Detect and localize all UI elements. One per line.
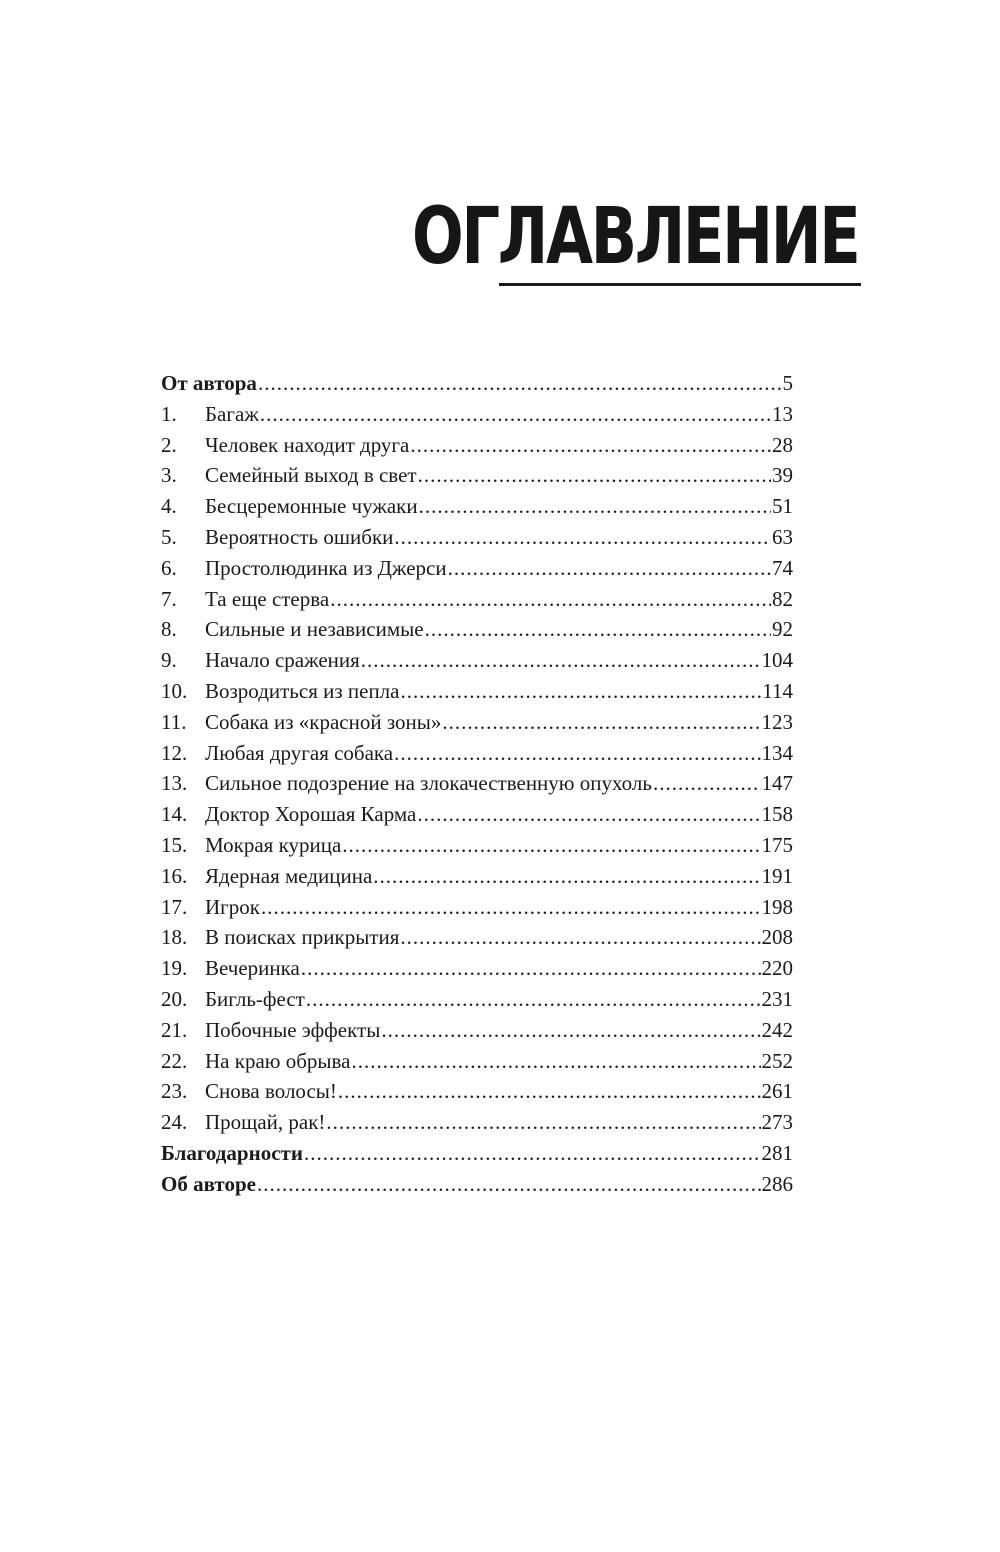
toc-dot-leader xyxy=(342,830,760,861)
toc-entry-number: 2. xyxy=(161,432,177,457)
toc-dot-leader xyxy=(338,1076,761,1107)
toc-entry-page-number: 147 xyxy=(761,771,793,796)
toc-entry-page-number: 286 xyxy=(761,1171,793,1196)
toc-entry-title: Прощай, рак! xyxy=(205,1110,326,1135)
table-of-contents xyxy=(161,368,793,1200)
toc-entry-number: 22. xyxy=(161,1048,188,1073)
toc-entry-number: 1. xyxy=(161,401,177,426)
toc-entry-number: 3. xyxy=(161,463,177,488)
toc-entry xyxy=(161,584,793,615)
toc-entry xyxy=(161,522,793,553)
toc-entry-title: Сильные и независимые xyxy=(205,617,424,642)
toc-entry-page-number: 208 xyxy=(761,925,793,950)
toc-entry-page-number: 51 xyxy=(772,494,793,519)
toc-entry-number: 16. xyxy=(161,863,188,888)
toc-entry-page-number: 63 xyxy=(772,524,793,549)
toc-entry-title: Багаж xyxy=(205,401,259,426)
toc-entry xyxy=(161,368,793,399)
toc-entry-title: Та еще стерва xyxy=(205,586,330,611)
toc-entry-page-number: 28 xyxy=(772,432,793,457)
toc-dot-leader xyxy=(417,799,760,830)
toc-entry xyxy=(161,861,793,892)
toc-entry xyxy=(161,645,793,676)
toc-entry-title: Сильное подозрение на злокачественную опухоль xyxy=(205,771,652,796)
toc-entry-page-number: 273 xyxy=(761,1110,793,1135)
toc-entry-title: Снова волосы! xyxy=(205,1079,337,1104)
toc-entry-title: Благодарности xyxy=(161,1140,303,1165)
toc-entry xyxy=(161,614,793,645)
toc-entry-number: 17. xyxy=(161,894,188,919)
toc-entry-number: 12. xyxy=(161,740,188,765)
toc-entry-page-number: 39 xyxy=(772,463,793,488)
toc-dot-leader xyxy=(394,522,771,553)
toc-entry xyxy=(161,707,793,738)
toc-entry-title: Начало сражения xyxy=(205,648,360,673)
toc-entry-page-number: 175 xyxy=(761,832,793,857)
toc-dot-leader xyxy=(418,460,771,491)
toc-entry-title: Побочные эффекты xyxy=(205,1017,381,1042)
toc-entry-number: 13. xyxy=(161,771,188,796)
toc-entry xyxy=(161,768,793,799)
toc-entry-title: Собака из «красной зоны» xyxy=(205,709,442,734)
toc-entry xyxy=(161,676,793,707)
toc-entry-page-number: 104 xyxy=(761,648,793,673)
toc-dot-leader xyxy=(301,953,761,984)
toc-dot-leader xyxy=(330,584,771,615)
toc-entry-title: В поисках прикрытия xyxy=(205,925,400,950)
toc-entry-page-number: 281 xyxy=(761,1140,793,1165)
toc-entry xyxy=(161,922,793,953)
page-heading xyxy=(412,192,861,288)
toc-entry xyxy=(161,1107,793,1138)
toc-entry xyxy=(161,491,793,522)
toc-dot-leader xyxy=(448,553,771,584)
toc-entry xyxy=(161,1138,793,1169)
toc-entry-number: 19. xyxy=(161,956,188,981)
heading-underline xyxy=(499,283,861,286)
toc-entry xyxy=(161,892,793,923)
toc-entry-title: Возродиться из пепла xyxy=(205,678,400,703)
toc-entry-page-number: 134 xyxy=(761,740,793,765)
toc-entry-page-number: 198 xyxy=(761,894,793,919)
toc-entry xyxy=(161,399,793,430)
toc-dot-leader xyxy=(373,861,760,892)
toc-entry-page-number: 242 xyxy=(761,1017,793,1042)
toc-entry xyxy=(161,1046,793,1077)
toc-dot-leader xyxy=(394,738,760,769)
toc-entry-page-number: 123 xyxy=(761,709,793,734)
toc-dot-leader xyxy=(257,1169,761,1200)
toc-entry-page-number: 231 xyxy=(761,986,793,1011)
toc-entry-title: Об авторе xyxy=(161,1171,256,1196)
toc-entry xyxy=(161,430,793,461)
toc-entry-number: 18. xyxy=(161,925,188,950)
toc-entry-number: 24. xyxy=(161,1110,188,1135)
toc-entry-number: 23. xyxy=(161,1079,188,1104)
toc-entry-title: Человек находит друга xyxy=(205,432,410,457)
toc-entry xyxy=(161,799,793,830)
toc-dot-leader xyxy=(400,922,760,953)
toc-entry-number: 9. xyxy=(161,648,177,673)
toc-entry xyxy=(161,1015,793,1046)
toc-entry-number: 4. xyxy=(161,494,177,519)
toc-entry xyxy=(161,1169,793,1200)
toc-entry-number: 11. xyxy=(161,709,187,734)
toc-dot-leader xyxy=(326,1107,760,1138)
toc-entry-title: Мокрая курица xyxy=(205,832,342,857)
toc-entry-page-number: 114 xyxy=(762,678,793,703)
toc-entry xyxy=(161,984,793,1015)
toc-entry-title: Вероятность ошибки xyxy=(205,524,394,549)
toc-entry-title: Бесцеремонные чужаки xyxy=(205,494,418,519)
page-title: ОГЛАВЛЕНИЕ xyxy=(412,192,859,282)
toc-entry-number: 10. xyxy=(161,678,188,703)
toc-dot-leader xyxy=(653,768,761,799)
toc-entry-number: 8. xyxy=(161,617,177,642)
toc-entry-page-number: 5 xyxy=(782,371,793,395)
toc-entry-number: 21. xyxy=(161,1017,188,1042)
toc-dot-leader xyxy=(258,368,782,399)
toc-entry-title: Доктор Хорошая Карма xyxy=(205,802,417,827)
toc-dot-leader xyxy=(361,645,761,676)
toc-entry xyxy=(161,953,793,984)
toc-dot-leader xyxy=(425,614,771,645)
toc-entry-title: Бигль-фест xyxy=(205,986,305,1011)
toc-dot-leader xyxy=(419,491,771,522)
toc-dot-leader xyxy=(260,399,771,430)
toc-entry-number: 6. xyxy=(161,555,177,580)
toc-entry-title: Семейный выход в свет xyxy=(205,463,417,488)
toc-dot-leader xyxy=(442,707,760,738)
toc-entry-page-number: 191 xyxy=(761,863,793,888)
toc-dot-leader xyxy=(261,892,761,923)
toc-dot-leader xyxy=(351,1046,760,1077)
toc-entry-title: Вечеринка xyxy=(205,956,300,981)
toc-entry-title: На краю обрыва xyxy=(205,1048,351,1073)
toc-entry xyxy=(161,738,793,769)
toc-entry-page-number: 261 xyxy=(761,1079,793,1104)
toc-entry-page-number: 13 xyxy=(772,401,793,426)
toc-entry-number: 20. xyxy=(161,986,188,1011)
toc-entry-number: 14. xyxy=(161,802,188,827)
toc-entry xyxy=(161,460,793,491)
toc-entry-number: 15. xyxy=(161,832,188,857)
toc-entry xyxy=(161,553,793,584)
toc-dot-leader xyxy=(381,1015,760,1046)
toc-entry-page-number: 92 xyxy=(772,617,793,642)
toc-entry-title: Любая другая собака xyxy=(205,740,394,765)
toc-entry-page-number: 252 xyxy=(761,1048,793,1073)
toc-entry-title: Ядерная медицина xyxy=(205,863,373,888)
toc-entry-title: От автора xyxy=(161,371,257,395)
toc-entry-number: 5. xyxy=(161,524,177,549)
toc-dot-leader xyxy=(306,984,761,1015)
toc-entry-title: Игрок xyxy=(205,894,260,919)
toc-entry-title: Простолюдинка из Джерси xyxy=(205,555,447,580)
toc-dot-leader xyxy=(401,676,762,707)
toc-entry-page-number: 74 xyxy=(772,555,793,580)
toc-entry-page-number: 82 xyxy=(772,586,793,611)
toc-entry-number: 7. xyxy=(161,586,177,611)
toc-entry-page-number: 220 xyxy=(761,956,793,981)
toc-dot-leader xyxy=(304,1138,761,1169)
toc-entry xyxy=(161,830,793,861)
toc-entry-page-number: 158 xyxy=(761,802,793,827)
toc-entry xyxy=(161,1076,793,1107)
toc-dot-leader xyxy=(410,430,771,461)
